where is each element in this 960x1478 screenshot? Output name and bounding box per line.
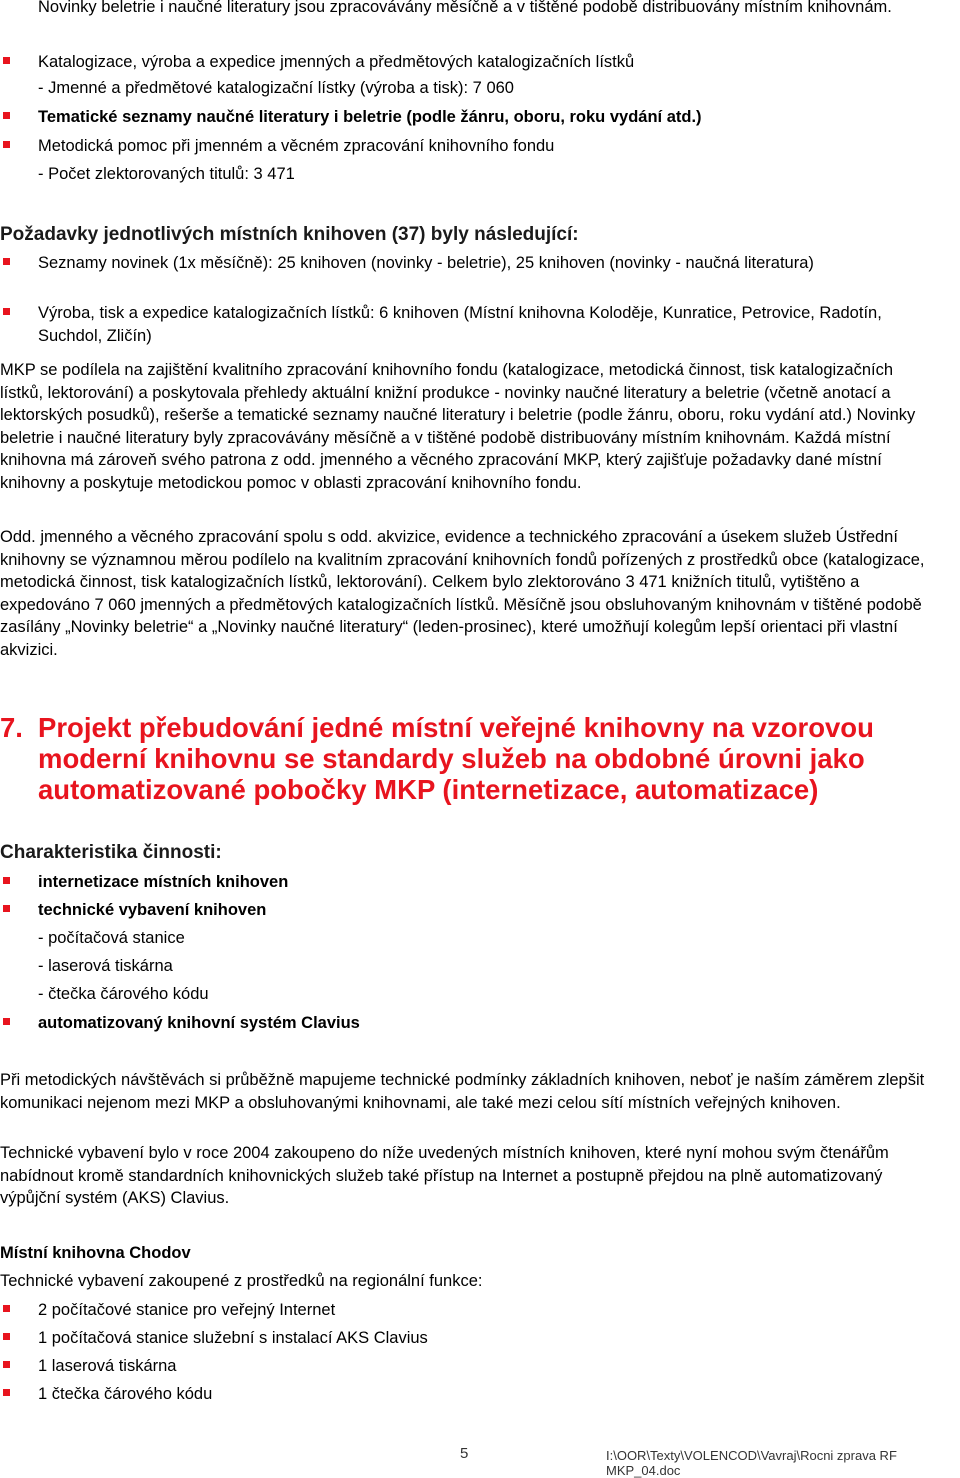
bullet-square-icon [3, 112, 10, 119]
sub-item: - laserová tiskárna [38, 957, 173, 975]
chapter-title: Projekt přebudování jedné místní veřejné knihovny na vzorovou moderní knihovnu se standardy služeb na obdobné úrovni jako automatizované pobočky MKP (internetizace, automatizace) [38, 712, 874, 805]
bullet-square-icon [3, 1018, 10, 1025]
bullet-item [0, 51, 950, 74]
sub-item: - Počet zlektorovaných titulů: 3 471 [38, 165, 295, 183]
bullet-text: internetizace místních knihoven [38, 873, 289, 891]
bullet-text: Výroba, tisk a expedice katalogizačních lístků: 6 knihoven (Místní knihovna Koloděje, Kunratice, Petrovice, Radotín, Suchdol, Zličín) [38, 304, 882, 345]
intro-text: Technické vybavení zakoupené z prostředků na regionální funkce: [0, 1272, 483, 1290]
paragraph: Při metodických návštěvách si průběžně mapujeme technické podmínky základních knihoven, neboť je naším záměrem zlepšit komunikaci nejenom mezi MKP a obsluhovanými knihovnami, ale také mezi celou sítí místních veřejných knihoven. [0, 1071, 925, 1112]
bullet-text: Seznamy novinek (1x měsíčně): 25 knihoven (novinky - beletrie), 25 knihoven (novinky - naučná literatura) [38, 254, 814, 272]
bullet-square-icon [3, 1305, 10, 1312]
bullet-text: Metodická pomoc při jmenném a věcném zpracování knihovního fondu [38, 137, 555, 155]
chapter-heading [0, 712, 940, 805]
bullet-square-icon [3, 905, 10, 912]
bullet-item [0, 1383, 950, 1406]
bullet-text: Katalogizace, výroba a expedice jmenných a předmětových katalogizačních lístků [38, 53, 635, 71]
bullet-item [0, 1355, 950, 1378]
bullet-item [0, 871, 950, 894]
bullet-item [0, 252, 950, 275]
subsection-heading: Místní knihovna Chodov [0, 1244, 191, 1262]
file-path: I:\OOR\Texty\VOLENCOD\Vavraj\Rocni zprava RF MKP_04.doc [606, 1448, 897, 1478]
bullet-item [0, 106, 950, 129]
bullet-square-icon [3, 1361, 10, 1368]
continuation-text: Novinky beletrie i naučné literatury jsou zpracovávány měsíčně a v tištěné podobě distribuovány místním knihovnám. [38, 0, 892, 16]
bullet-square-icon [3, 1333, 10, 1340]
bullet-item [0, 1327, 950, 1350]
paragraph: Technické vybavení bylo v roce 2004 zakoupeno do níže uvedených místních knihoven, které nyní mohou svým čtenářům nabídnout kromě standardních knihovnických služeb také přístup na Internet a postupně přejdou na plně automatizovaný výpůjční systém (AKS) Clavius. [0, 1144, 889, 1207]
sub-item: - počítačová stanice [38, 929, 185, 947]
bullet-square-icon [3, 258, 10, 265]
page-number: 5 [460, 1445, 469, 1462]
bullet-text: 1 počítačová stanice služební s instalací AKS Clavius [38, 1329, 428, 1347]
bullet-square-icon [3, 877, 10, 884]
bullet-text: 1 laserová tiskárna [38, 1357, 177, 1375]
bullet-text: Tematické seznamy naučné literatury i beletrie (podle žánru, oboru, roku vydání atd.) [38, 108, 702, 126]
bullet-square-icon [3, 57, 10, 64]
bullet-text: 2 počítačové stanice pro veřejný Internet [38, 1301, 336, 1319]
bullet-item [0, 302, 950, 347]
bullet-text: automatizovaný knihovní systém Clavius [38, 1014, 360, 1032]
bullet-text: 1 čtečka čárového kódu [38, 1385, 213, 1403]
bullet-item [0, 1299, 950, 1322]
bullet-item [0, 1012, 950, 1035]
bullet-square-icon [3, 141, 10, 148]
sub-item: - čtečka čárového kódu [38, 985, 209, 1003]
sub-item: - Jmenné a předmětové katalogizační lístky (výroba a tisk): 7 060 [38, 79, 514, 97]
bullet-square-icon [3, 1389, 10, 1396]
bullet-text: technické vybavení knihoven [38, 901, 267, 919]
section-heading: Charakteristika činnosti: [0, 842, 222, 863]
bullet-square-icon [3, 308, 10, 315]
bullet-item [0, 899, 950, 922]
paragraph: MKP se podílela na zajištění kvalitního zpracování knihovního fondu (katalogizace, metodická činnost, tisk katalogizačních lístků, lektorování) a poskytovala přehledy aktuální knižní produkce - novinky naučné literatury a beletrie (včetně anotací a lektorských posudků), rešerše a tematické seznamy naučné literatury i beletrie (podle žánru, oboru, roku vydání atd.) Novinky beletrie i naučné literatury byly zpracovávány měsíčně a v tištěné podobě distribuovány místním knihovnám. Každá místní knihovna má zároveň svého patrona z odd. jmenného a věcného zpracování MKP, který zajišťuje požadavky dané místní knihovny a poskytuje metodickou pomoc v oblasti zpracování knihovního fondu. [0, 361, 916, 492]
chapter-number: 7. [0, 712, 23, 743]
paragraph: Odd. jmenného a věcného zpracování spolu s odd. akvizice, evidence a technického zpracování a úsekem služeb Ústřední knihovny se významnou měrou podílelo na kvalitním zpracování knihovních fondů pořízených z prostředků obce (katalogizace, metodická činnost, tisk katalogizačních lístků, lektorování). Celkem bylo zlektorováno 3 471 knižních titulů, vytištěno a expedováno 7 060 jmenných a předmětových katalogizačních lístků. Měsíčně jsou obsluhovaným knihovnám v tištěné podobě zasílány „Novinky beletrie“ a „Novinky naučné literatury“ (leden-prosinec), které umožňují kolegům lepší orientaci při vlastní akvizici. [0, 528, 925, 659]
bullet-item [0, 135, 950, 158]
section-heading: Požadavky jednotlivých místních knihoven (37) byly následující: [0, 224, 579, 245]
